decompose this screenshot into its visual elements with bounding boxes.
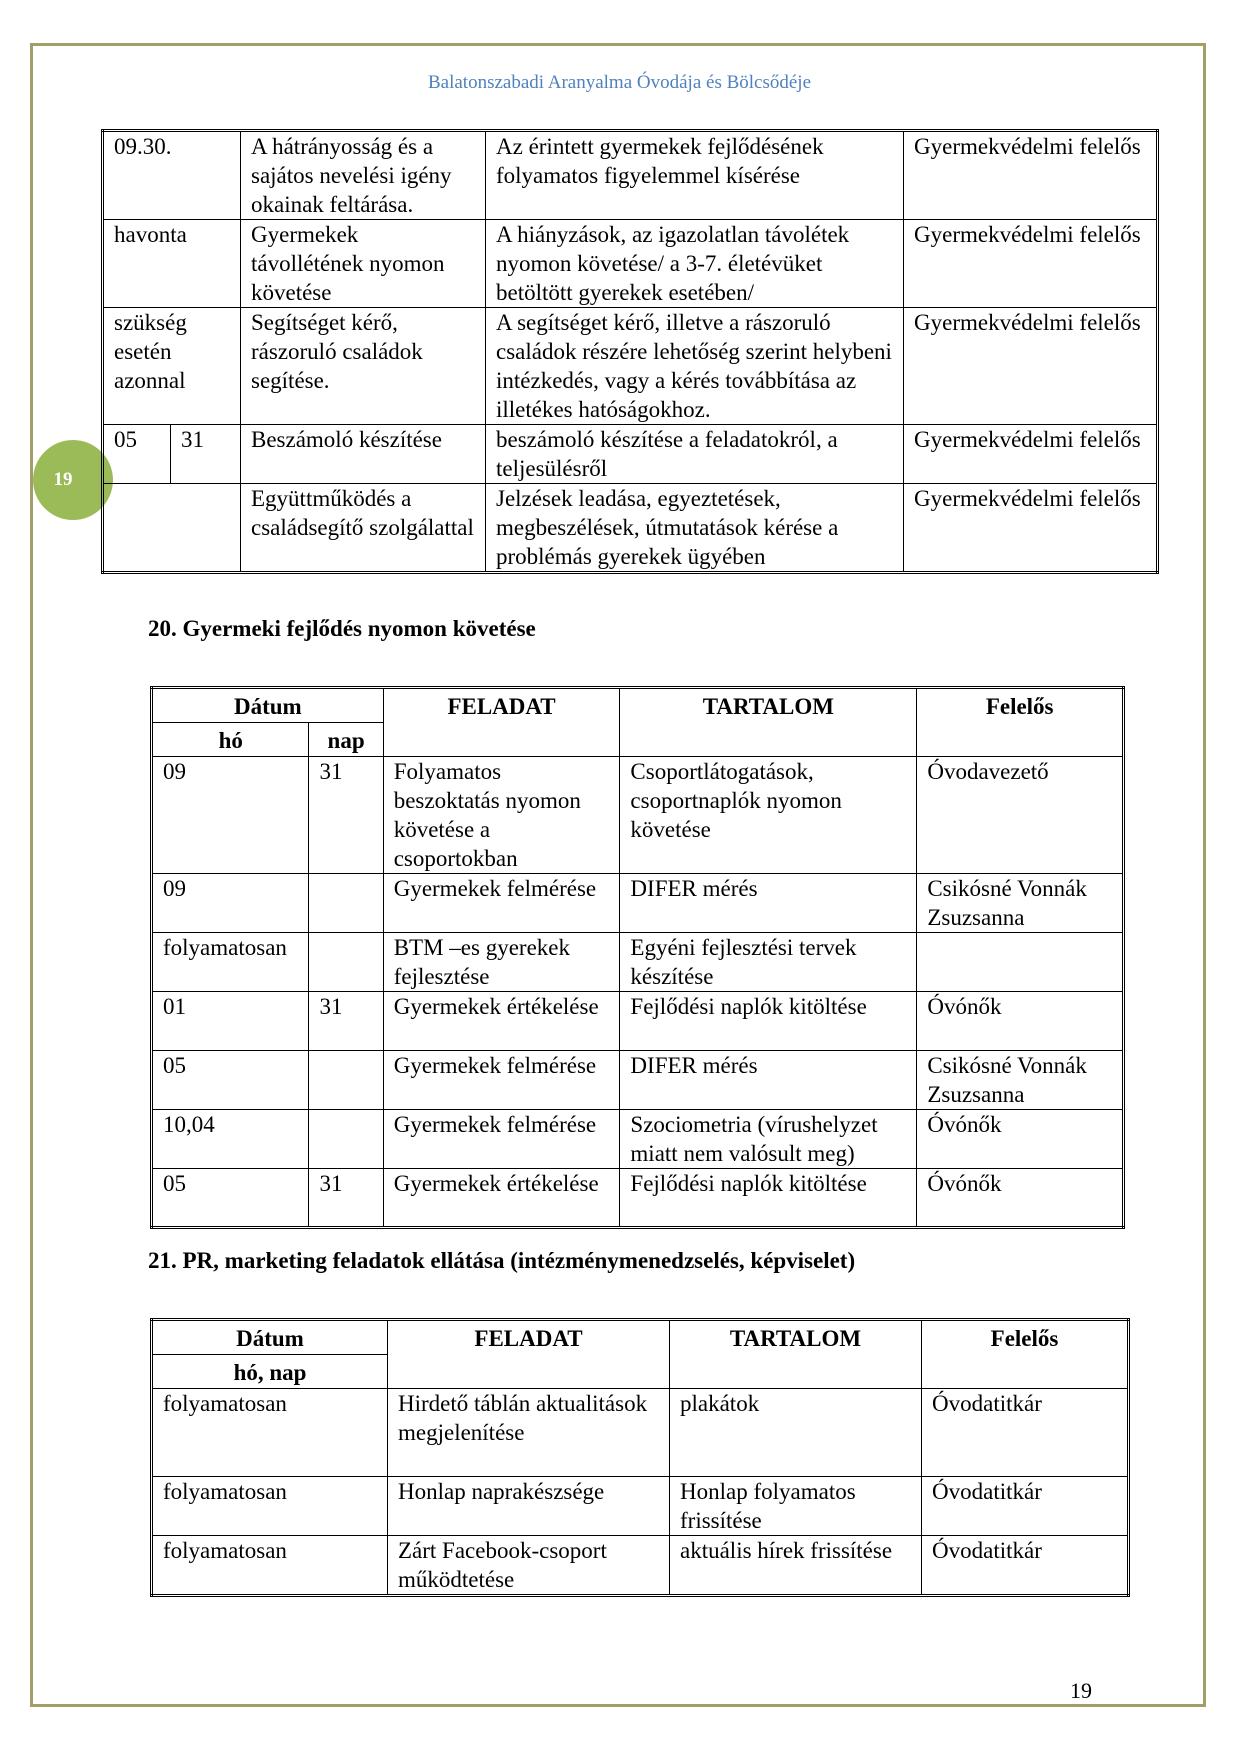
feladat-cell: Zárt Facebook-csoport működtetése <box>388 1536 670 1596</box>
table-row <box>152 933 1124 992</box>
tartalom-cell: Csoportlátogatások, csoportnaplók nyomon követése <box>620 757 917 874</box>
month-cell: 05 <box>152 1169 309 1228</box>
felelos-cell: Óvónők <box>917 992 1124 1051</box>
tartalom-cell: Fejlődési naplók kitöltése <box>620 1169 917 1228</box>
pr-marketing-table <box>150 1318 1130 1597</box>
child-protection-table <box>101 129 1159 574</box>
header-row <box>152 1320 1129 1355</box>
ho-header: hó <box>152 723 309 757</box>
feladat-cell: Hirdető táblán aktualitások megjelenítése <box>388 1389 670 1477</box>
table-row <box>103 425 1158 484</box>
table-row <box>152 992 1124 1051</box>
felelos-cell: Gyermekvédelmi felelős <box>904 425 1158 484</box>
date-cell <box>103 484 241 573</box>
felelos-cell: Óvodatitkár <box>922 1477 1129 1536</box>
felelos-cell: Csikósné Vonnák Zsuzsanna <box>917 874 1124 933</box>
day-cell <box>309 1110 383 1169</box>
felelos-cell: Gyermekvédelmi felelős <box>904 220 1158 308</box>
tartalom-cell: A segítséget kérő, illetve a rászoruló családok részére lehetőség szerint helybeni intézkedés, vagy a kérés továbbítása az illetékes hatóságokhoz. <box>486 308 904 425</box>
felelos-cell: Csikósné Vonnák Zsuzsanna <box>917 1051 1124 1110</box>
table-row <box>103 220 1158 308</box>
feladat-cell: Gyermekek értékelése <box>383 1169 620 1228</box>
felelos-cell: Óvónők <box>917 1169 1124 1228</box>
section-21-title: 21. PR, marketing feladatok ellátása (intézménymenedzselés, képviselet) <box>148 1248 856 1273</box>
date-cell: szükség esetén azonnal <box>103 308 241 425</box>
day-cell <box>309 933 383 992</box>
feladat-header: FELADAT <box>388 1320 670 1389</box>
page-badge-label: 19 <box>53 469 73 490</box>
feladat-cell: Segítséget kérő, rászoruló családok segítése. <box>241 308 486 425</box>
table-row <box>152 1389 1129 1477</box>
day-cell: 31 <box>309 992 383 1051</box>
month-cell: 05 <box>103 425 171 484</box>
development-tracking-table <box>150 686 1125 1229</box>
tartalom-cell: Honlap folyamatos frissítése <box>670 1477 922 1536</box>
table-row <box>103 131 1158 220</box>
date-cell: 09.30. <box>103 131 241 220</box>
feladat-header: FELADAT <box>383 688 620 757</box>
feladat-cell: BTM –es gyerekek fejlesztése <box>383 933 620 992</box>
tartalom-cell: Az érintett gyermekek fejlődésének folyamatos figyelemmel kísérése <box>486 131 904 220</box>
day-cell: 31 <box>171 425 241 484</box>
day-cell: 31 <box>309 757 383 874</box>
tartalom-cell: Egyéni fejlesztési tervek készítése <box>620 933 917 992</box>
table-row <box>152 1477 1129 1536</box>
feladat-cell: Gyermekek felmérése <box>383 1110 620 1169</box>
table-row <box>152 1536 1129 1596</box>
feladat-cell: Együttműködés a családsegítő szolgálattal <box>241 484 486 573</box>
feladat-cell: Gyermekek távollétének nyomon követése <box>241 220 486 308</box>
table-row <box>103 484 1158 573</box>
page-number: 19 <box>1070 1678 1092 1703</box>
datum-header: Dátum <box>152 688 384 723</box>
felelos-header: Felelős <box>917 688 1124 757</box>
feladat-cell: A hátrányosság és a sajátos nevelési igény okainak feltárása. <box>241 131 486 220</box>
month-cell: 01 <box>152 992 309 1051</box>
tartalom-cell: beszámoló készítése a feladatokról, a teljesülésről <box>486 425 904 484</box>
section-20-title: 20. Gyermeki fejlődés nyomon követése <box>148 616 536 641</box>
felelos-cell: Óvodatitkár <box>922 1536 1129 1596</box>
datum-cell: folyamatosan <box>152 1536 388 1596</box>
table-row <box>103 308 1158 425</box>
feladat-cell: Gyermekek felmérése <box>383 874 620 933</box>
felelos-cell: Gyermekvédelmi felelős <box>904 308 1158 425</box>
feladat-cell: Gyermekek felmérése <box>383 1051 620 1110</box>
table-row <box>152 1051 1124 1110</box>
datum-header: Dátum <box>152 1320 388 1355</box>
datum-cell: folyamatosan <box>152 1389 388 1477</box>
month-cell: 05 <box>152 1051 309 1110</box>
nap-header: nap <box>309 723 383 757</box>
day-cell <box>309 1051 383 1110</box>
tartalom-cell: Fejlődési naplók kitöltése <box>620 992 917 1051</box>
tartalom-cell: DIFER mérés <box>620 1051 917 1110</box>
header-row <box>152 688 1124 723</box>
felelos-cell: Gyermekvédelmi felelős <box>904 484 1158 573</box>
felelos-cell: Óvónők <box>917 1110 1124 1169</box>
date-cell: havonta <box>103 220 241 308</box>
felelos-cell: Óvodavezető <box>917 757 1124 874</box>
felelos-cell <box>917 933 1124 992</box>
feladat-cell: Gyermekek értékelése <box>383 992 620 1051</box>
month-cell: 09 <box>152 757 309 874</box>
month-cell: 10,04 <box>152 1110 309 1169</box>
month-cell: folyamatosan <box>152 933 309 992</box>
table-row <box>152 1110 1124 1169</box>
page-header: Balatonszabadi Aranyalma Óvodája és Bölcsődéje <box>427 72 812 93</box>
tartalom-cell: Jelzések leadása, egyeztetések, megbeszélések, útmutatások kérése a problémás gyerekek ügyében <box>486 484 904 573</box>
tartalom-cell: aktuális hírek frissítése <box>670 1536 922 1596</box>
felelos-cell: Gyermekvédelmi felelős <box>904 131 1158 220</box>
tartalom-cell: plakátok <box>670 1389 922 1477</box>
tartalom-cell: DIFER mérés <box>620 874 917 933</box>
felelos-cell: Óvodatitkár <box>922 1389 1129 1477</box>
tartalom-cell: Szociometria (vírushelyzet miatt nem valósult meg) <box>620 1110 917 1169</box>
day-cell: 31 <box>309 1169 383 1228</box>
felelos-header: Felelős <box>922 1320 1129 1389</box>
feladat-cell: Honlap naprakészsége <box>388 1477 670 1536</box>
feladat-cell: Beszámoló készítése <box>241 425 486 484</box>
table-row <box>152 757 1124 874</box>
table-row <box>152 874 1124 933</box>
tartalom-header: TARTALOM <box>620 688 917 757</box>
feladat-cell: Folyamatos beszoktatás nyomon követése a csoportokban <box>383 757 620 874</box>
table-row <box>152 1169 1124 1228</box>
day-cell <box>309 874 383 933</box>
ho-nap-header: hó, nap <box>152 1355 388 1389</box>
datum-cell: folyamatosan <box>152 1477 388 1536</box>
month-cell: 09 <box>152 874 309 933</box>
tartalom-header: TARTALOM <box>670 1320 922 1389</box>
tartalom-cell: A hiányzások, az igazolatlan távolétek nyomon követése/ a 3-7. életévüket betöltött gyerekek esetében/ <box>486 220 904 308</box>
